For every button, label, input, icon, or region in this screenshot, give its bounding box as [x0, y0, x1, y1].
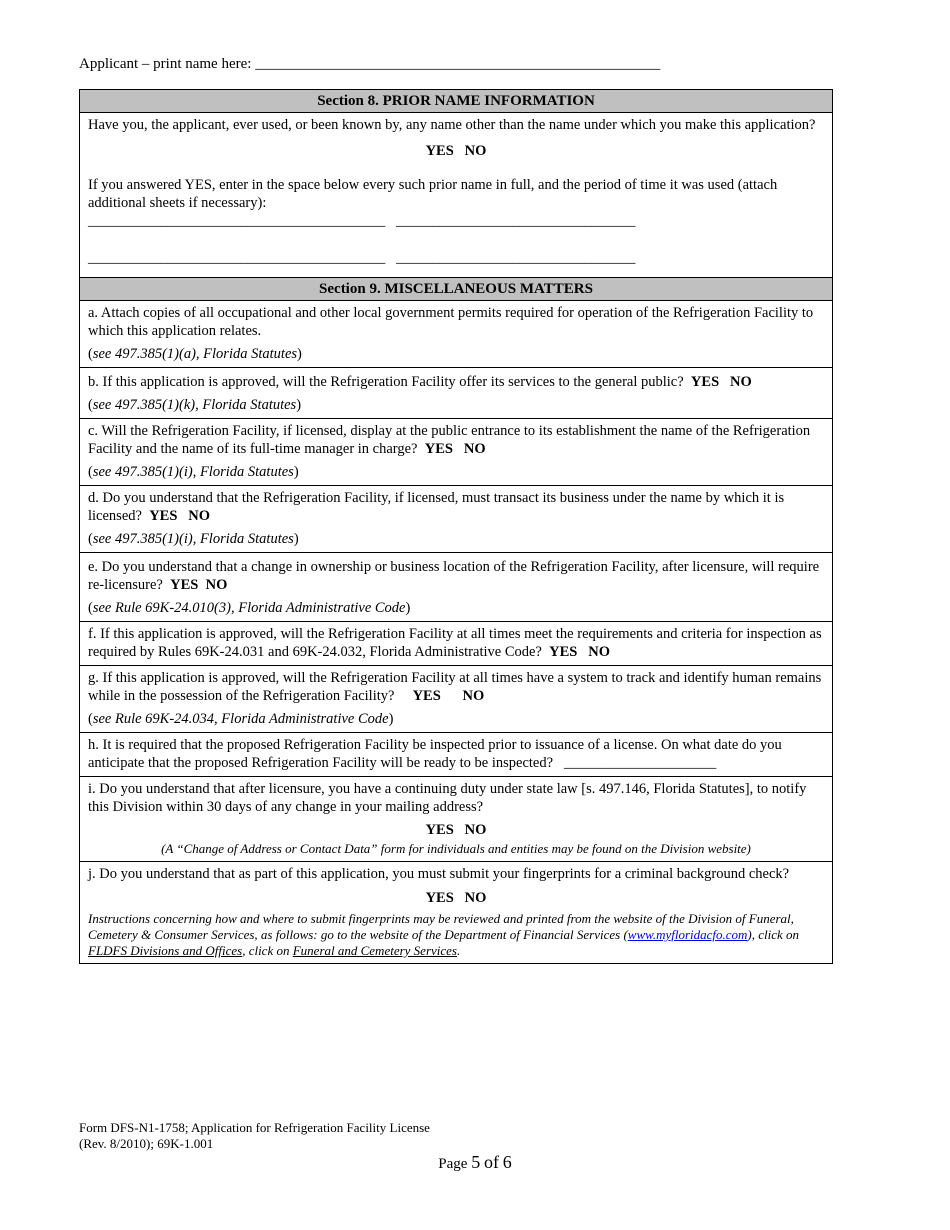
no-option[interactable]: NO: [464, 822, 487, 838]
item-g-text: g. If this application is approved, will the Refrigeration Facility at all times have a system to track and identify human remains while in the possession of the Refrigeration Facility? YES NO: [88, 670, 822, 704]
item-a-cite: (see 497.385(1)(a), Florida Statutes): [88, 346, 302, 362]
yes-option[interactable]: YES: [425, 890, 454, 906]
funeral-cemetery-link[interactable]: Funeral and Cemetery Services: [292, 943, 457, 958]
prior-period-blank[interactable]: _________________________________: [396, 213, 636, 229]
yes-option[interactable]: YES: [149, 508, 178, 524]
item-j-text: j. Do you understand that as part of this application, you must submit your fingerprints for a criminal background check?: [88, 866, 790, 882]
no-option[interactable]: NO: [205, 577, 228, 593]
dfs-website-link[interactable]: www.myfloridacfo.com: [627, 927, 748, 942]
applicant-label: Applicant – print name here:: [79, 56, 252, 72]
prior-name-row[interactable]: [88, 212, 824, 243]
prior-period-blank[interactable]: _________________________________: [396, 250, 636, 266]
no-option[interactable]: NO: [464, 143, 487, 159]
item-b-text: b. If this application is approved, will the Refrigeration Facility offer its services to the general public? YES NO: [88, 374, 752, 390]
yes-option[interactable]: YES: [424, 441, 453, 457]
no-option[interactable]: NO: [588, 644, 610, 660]
form-revision: (Rev. 8/2010); 69K-1.001: [79, 1136, 214, 1151]
item-f: [80, 622, 832, 666]
item-i-text: i. Do you understand that after licensure, you have a continuing duty under state law [s. 497.146, Florida Statutes], to notify this Division within 30 days of any change in your mailing address?: [88, 781, 807, 815]
item-c-cite: (see 497.385(1)(i), Florida Statutes): [88, 464, 299, 480]
prior-name-row[interactable]: [88, 249, 824, 267]
no-option[interactable]: NO: [464, 890, 487, 906]
applicant-name-line[interactable]: [79, 56, 660, 73]
item-a: [80, 301, 832, 368]
yes-option[interactable]: YES: [412, 688, 441, 704]
form-table: [79, 89, 833, 964]
item-f-text: f. If this application is approved, will the Refrigeration Facility at all times meet the requirements and criteria for inspection as required by Rules 69K-24.031 and 69K-24.032, Florida Administrative Code? YES NO: [88, 626, 822, 660]
prior-name-blank[interactable]: _________________________________________: [88, 213, 386, 229]
no-option[interactable]: NO: [463, 441, 486, 457]
no-option[interactable]: NO: [730, 374, 752, 390]
item-a-text: a. Attach copies of all occupational and other local government permits required for operation of the Refrigeration Facility to which this application relates.: [88, 305, 814, 339]
yes-option[interactable]: YES: [425, 143, 454, 159]
item-c: [80, 419, 832, 486]
item-e: [80, 553, 832, 622]
yes-option[interactable]: YES: [690, 374, 720, 390]
inspection-date-blank[interactable]: _____________________: [563, 755, 717, 771]
item-e-text: e. Do you understand that a change in ownership or business location of the Refrigeration Facility, after licensure, will require re-licensure? YES NO: [88, 559, 820, 593]
form-id: Form DFS-N1-1758; Application for Refrigeration Facility License: [79, 1120, 430, 1135]
item-h: [80, 733, 832, 777]
section-8-body: [80, 113, 832, 278]
item-j-yes-no[interactable]: [88, 889, 824, 907]
fingerprint-instructions: Instructions concerning how and where to submit fingerprints may be reviewed and printed from the website of the Division of Funeral, Cemetery & Consumer Services, as follows: go to the website of the Department of Financial Services (www.myfloridacfo.com), click on FLDFS Divisions and Offices, click on Funeral and Cemetery Services.: [88, 911, 800, 958]
item-g: [80, 666, 832, 733]
item-h-text: h. It is required that the proposed Refrigeration Facility be inspected prior to issuance of a license. On what date do you anticipate that the proposed Refrigeration Facility will be ready to be inspected? _____________________: [88, 737, 782, 771]
item-d-text: d. Do you understand that the Refrigeration Facility, if licensed, must transact its business under the name by which it is licensed? YES NO: [88, 490, 785, 524]
item-c-text: c. Will the Refrigeration Facility, if licensed, display at the public entrance to its establishment the name of the Refrigeration Facility and the name of its full-time manager in charge? YES NO: [88, 423, 811, 457]
applicant-blank[interactable]: ______________________________________________________: [255, 56, 661, 72]
yes-option[interactable]: YES: [170, 577, 199, 593]
yes-option[interactable]: YES: [425, 822, 454, 838]
item-j: [80, 862, 832, 963]
prior-name-blank[interactable]: _________________________________________: [88, 250, 386, 266]
change-of-address-note: (A “Change of Address or Contact Data” form for individuals and entities may be found on the Division website): [161, 841, 751, 856]
item-b: [80, 368, 832, 419]
no-option[interactable]: NO: [462, 688, 485, 704]
page-number: Page 5 of 6: [438, 1152, 512, 1172]
form-footer: [79, 1120, 430, 1152]
item-d-cite: (see 497.385(1)(i), Florida Statutes): [88, 531, 299, 547]
item-i: [80, 777, 832, 862]
prior-name-yes-no[interactable]: [88, 142, 824, 160]
yes-option[interactable]: YES: [549, 644, 578, 660]
item-b-cite: (see 497.385(1)(k), Florida Statutes): [88, 397, 302, 413]
section-8-title: Section 8. PRIOR NAME INFORMATION: [80, 90, 832, 113]
divisions-offices-link[interactable]: FLDFS Divisions and Offices: [88, 943, 243, 958]
section-9-title: Section 9. MISCELLANEOUS MATTERS: [80, 278, 832, 301]
prior-name-question: Have you, the applicant, ever used, or been known by, any name other than the name under which you make this application?: [88, 117, 816, 133]
item-g-cite: (see Rule 69K-24.034, Florida Administrative Code): [88, 711, 394, 727]
item-d: [80, 486, 832, 553]
item-e-cite: (see Rule 69K-24.010(3), Florida Administrative Code): [88, 600, 411, 616]
item-i-yes-no[interactable]: [88, 821, 824, 839]
no-option[interactable]: NO: [188, 508, 211, 524]
prior-name-instruction: If you answered YES, enter in the space below every such prior name in full, and the period of time it was used (attach additional sheets if necessary):: [88, 177, 778, 211]
